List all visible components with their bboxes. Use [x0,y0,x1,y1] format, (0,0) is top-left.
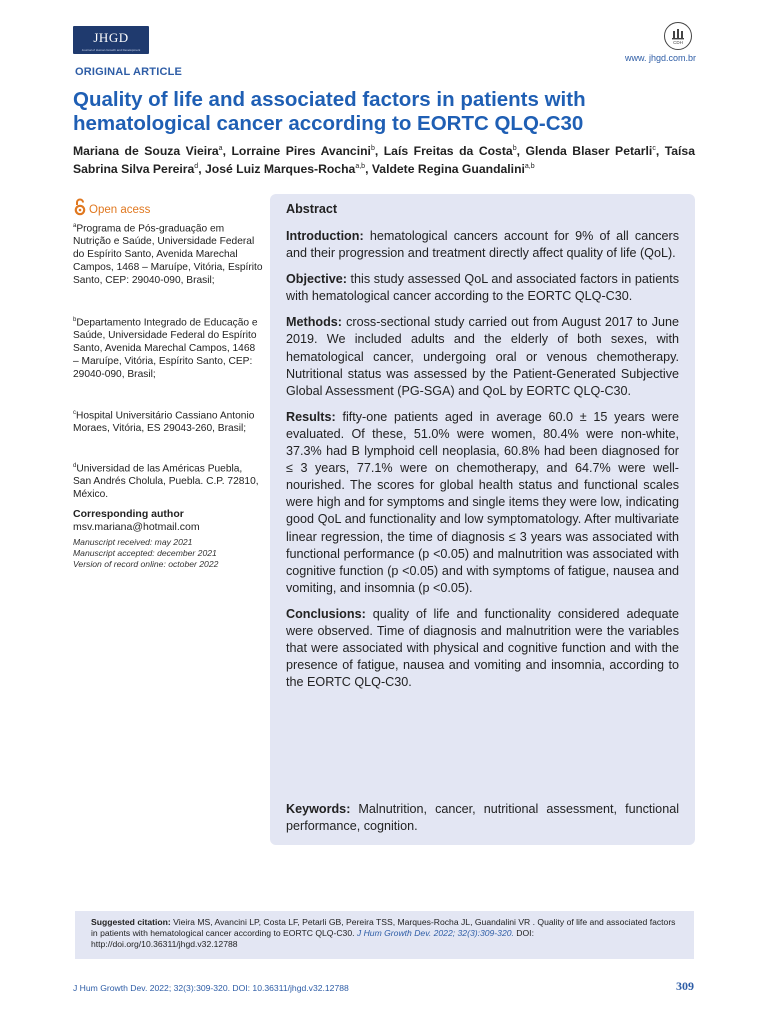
citation-journal-ref: J Hum Growth Dev. 2022; 32(3):309-320. [356,928,514,939]
author-affil-sup: d [194,163,199,171]
section-label: Keywords: [286,802,351,816]
corresponding-author-heading: Corresponding author [73,508,184,520]
citation-doi[interactable]: DOI: http://doi.org/10.36311/jhgd.v32.12788 [91,928,534,950]
author-affil-sup: a [218,145,223,152]
section-label: Results: [286,409,336,424]
open-access-badge[interactable] [73,198,150,216]
section-text: Malnutrition, cancer, nutritional assessment, functional performance, cognition. [286,802,679,834]
author-affil-sup: a,b [524,163,535,171]
author-affil-sup: b [512,145,517,152]
author-separator: , [222,144,232,159]
author-separator: , [365,162,372,177]
citation-text: Vieira MS, Avancini LP, Costa LF, Petarli GB, Pereira TSS, Marques-Rocha JL, Guandalini VR . Quality of life and associated factors in patients with hematological cancer according to EORTC QLQ-C30. [91,917,676,939]
suggested-citation [75,911,694,959]
author-affil-sup: c [652,145,656,152]
author-list [73,141,695,177]
section-label: Conclusions: [286,606,366,621]
page-number: 309 [676,979,694,993]
section-text: quality of life and functionality considered adequate were observed. Time of diagnosis and malnutrition were the variables that were associated with physical and cognitive function and with the presence of fatigue, nausea and vomiting and insomnia, according to the EORTC QLQ-C30. [286,606,679,690]
citation-label: Suggested citation: [91,917,171,927]
date-online: Version of record online: october 2022 [73,559,219,570]
manuscript-dates [73,537,218,571]
affiliation-sup: d [73,463,77,469]
author-separator: , [516,144,526,159]
article-type: ORIGINAL ARTICLE [75,66,183,78]
open-access-label: Open acess [89,204,151,216]
author-name: Valdete Regina Guandalini [371,162,525,177]
section-label: Objective: [286,272,347,287]
section-label: Introduction: [286,229,364,243]
affiliation-b [73,314,263,381]
affiliation-text: Hospital Universitário Cassiano Antonio Moraes, Vitória, ES 29043-260, Brasil; [73,410,255,435]
author-affil-sup: a,b [355,163,366,171]
section-text: hematological cancers account for 9% of all cancers and their progression and treatment directly affect quality of life (QoL). [286,229,679,261]
author-separator: , [198,162,205,177]
section-text: fifty-one patients aged in average 60.0 ± 15 years were evaluated. Of these, 51.0% were women, 80.4% were non-white, 37.3% had B lymphoid cell neoplasia, 60.8% had been diagnosed for ≤ 3 years, 77.1% were on chemotherapy, and 64.7% were well- nourished. The scores for global health status and functional scales were high and for symptoms and single items they were low, indicating good QoL and functionality and low symptomatology. After multivariate linear regression, the time of diagnosis ≤ 3 years was associated with functional performance (p <0.05) and malnutrition was associated with cognitive function (p <0.05) and with symptoms of fatigue, nausea and vomiting, and insomnia (p <0.05). [286,409,679,595]
author-name: Mariana de Souza Vieira [73,144,219,159]
date-accepted: Manuscript accepted: december 2021 [73,548,217,559]
cdh-seal-text: CDH [673,40,683,45]
journal-site-url[interactable]: www. jhgd.com.br [624,53,696,63]
author-name: Taísa Sabrina Silva Pereira [73,144,695,177]
abstract-results [286,409,679,597]
journal-logo-subtext: Journal of Human Growth and Development [81,48,141,52]
author-name: Glenda Blaser Petarli [525,144,653,159]
abstract-keywords [286,801,679,835]
open-access-icon [73,198,87,216]
affiliation-text: Departamento Integrado de Educação e Saúde, Universidade Federal do Espírito Santo, Avenida Marechal Campos, 1468 – Maruípe, Vitória, Espírito Santo, CEP: 29040-090, Brasil; [73,317,258,380]
affiliation-a [73,220,263,287]
affiliation-text: Programa de Pós-graduação em Nutrição e Saúde, Universidade Federal do Espírito Santo, Avenida Marechal Campos, 1468 – Maruípe, Vitória, Espírito Santo, CEP: 29040-090, Brasil; [73,223,263,286]
author-name: Lorraine Pires Avancini [231,144,371,159]
author-name: Laís Freitas da Costa [383,144,513,159]
section-text: this study assessed QoL and associated factors in patients with hematological cancer according to the EORTC QLQ-C30. [286,272,679,304]
affiliation-sup: b [73,317,77,323]
abstract-methods [286,314,679,399]
author-separator: , [374,144,384,159]
affiliation-sup: a [73,223,77,229]
page-footer: J Hum Growth Dev. 2022; 32(3):309-320. DOI: 10.36311/jhgd.v32.12788 [73,983,349,993]
abstract-conclusions [286,606,679,691]
journal-logo [73,26,149,54]
author-name: José Luiz Marques-Rocha [204,162,356,177]
abstract-objective [286,271,679,305]
abstract-introduction [286,228,679,262]
cdh-seal-icon [664,22,692,50]
affiliation-c [73,407,263,436]
author-affil-sup: b [370,145,375,152]
date-received: Manuscript received: may 2021 [73,537,193,547]
article-title: Quality of life and associated factors in patients with hematological cancer according to EORTC QLQ-C30 [73,88,586,135]
affiliation-sup: c [73,410,76,416]
corresponding-author-email[interactable]: msv.mariana@hotmail.com [73,521,200,533]
affiliation-d [73,460,263,502]
affiliation-text: Universidad de las Américas Puebla, San Andrés Cholula, Puebla. C.P. 72810, México. [73,463,259,500]
author-separator: , [655,144,665,159]
section-label: Methods: [286,315,342,330]
abstract-panel [270,194,695,845]
journal-logo-text: JHGD [93,30,129,45]
abstract-heading: Abstract [286,202,338,216]
section-text: cross-sectional study carried out from August 2017 to June 2019. We included adults and the elderly of both sexes, with hematological cancer, undergoing oral or venous chemotherapy. Nutritional status was assessed by the Patient-Generated Subjective Global Assessment (PG-SGA) and QoL by EORTC QLQ-C30. [286,315,679,398]
